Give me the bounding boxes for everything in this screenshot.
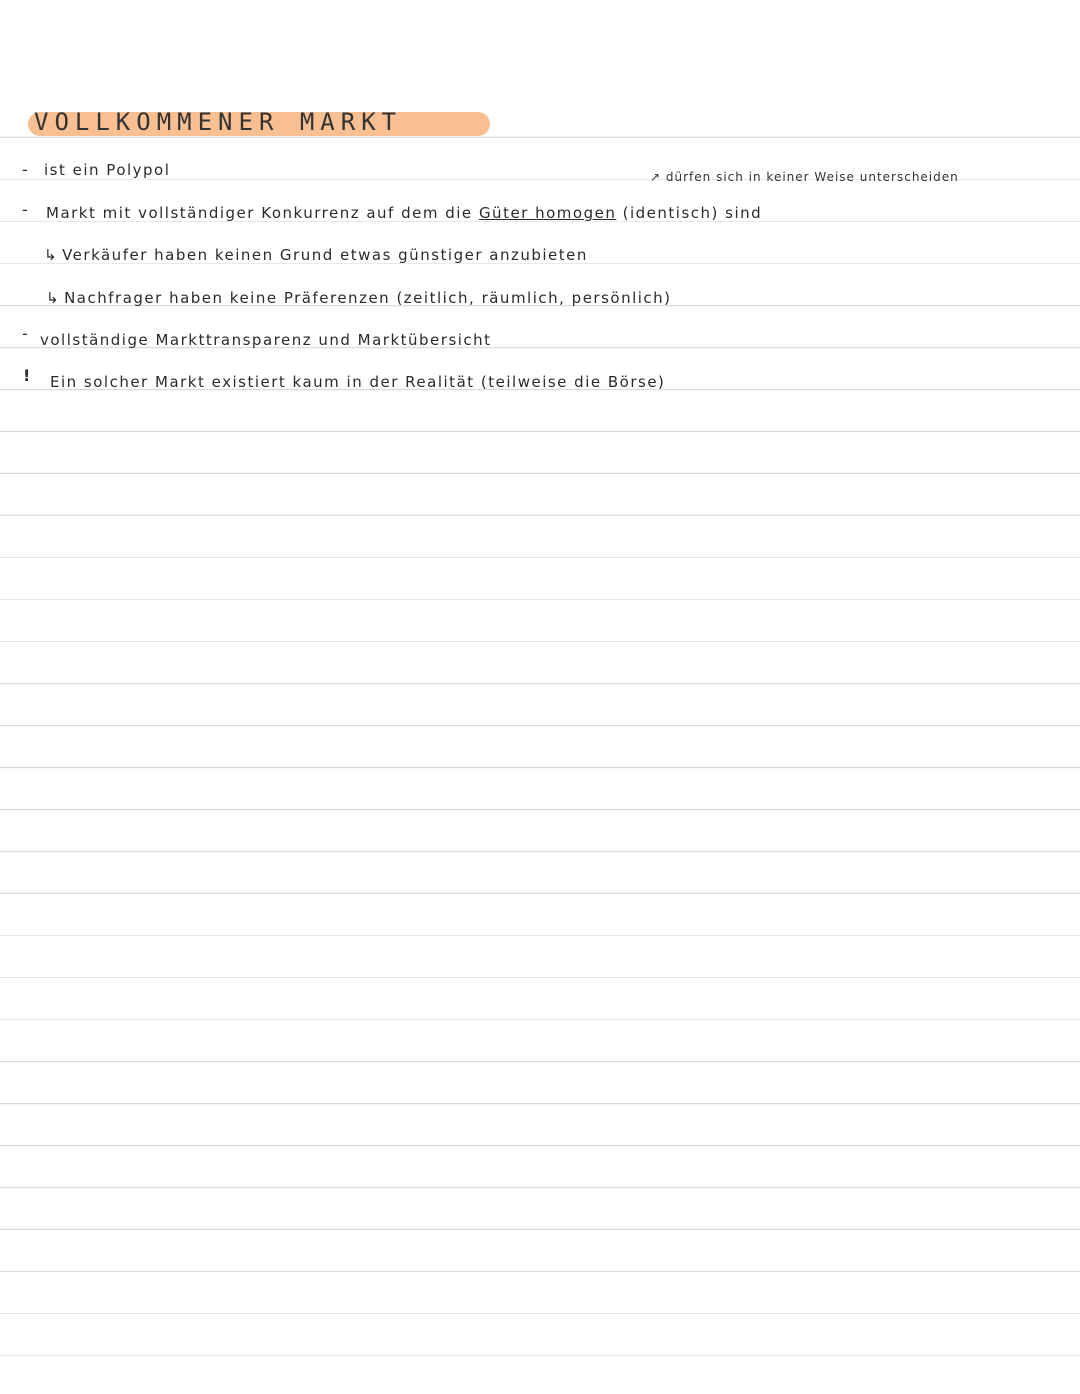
page-title [28,106,508,142]
note-line-verkaeufer [44,246,588,264]
note-line-polypol: ist ein Polypol [44,161,171,179]
line3-text: Verkäufer haben keinen Grund etwas günstiger anzubieten [62,246,588,264]
title-text: VOLLKOMMENER MARKT [34,108,403,136]
annotation-text [650,170,959,184]
line4-text: Nachfrager haben keine Präferenzen (zeitlich, räumlich, persönlich) [64,289,672,307]
annotation-arrow-icon: ↗ [650,170,662,184]
exclamation-icon: ! [23,366,31,385]
note-line-realitaet: Ein solcher Markt existiert kaum in der Realität (teilweise die Börse) [50,373,666,391]
note-line-konkurrenz [46,204,762,222]
return-arrow-icon: ↳ [44,246,59,264]
note-line-markttransparenz: vollständige Markttransparenz und Marktübersicht [40,331,492,349]
page-top-margin [0,0,1080,96]
return-arrow-icon: ↳ [46,289,61,307]
note-line-nachfrager [46,289,672,307]
line2-text-before: Markt mit vollständiger Konkurrenz auf dem die [46,204,473,222]
bullet-dash: - [22,200,28,219]
line2-text-after: (identisch) sind [622,204,763,222]
bullet-dash: - [22,324,28,343]
bullet-dash: - [22,160,28,179]
annotation-label: dürfen sich in keiner Weise unterscheiden [665,170,959,184]
line2-underlined: Güter homogen [478,204,617,222]
